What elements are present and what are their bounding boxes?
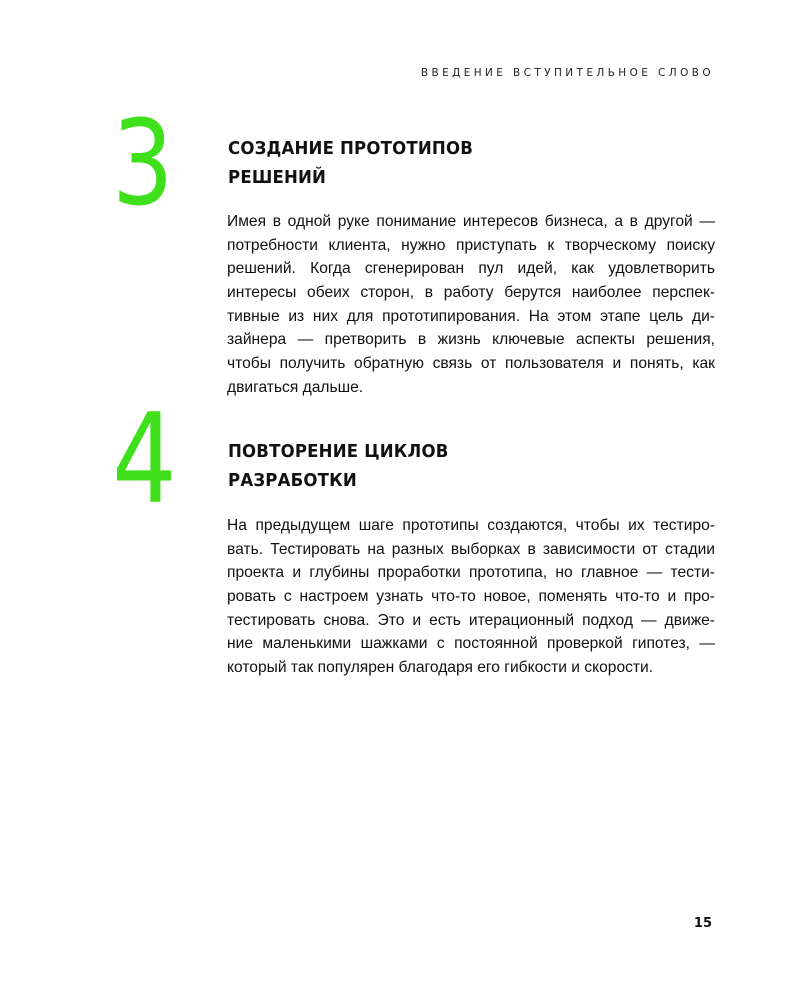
section-title-line: СОЗДАНИЕ ПРОТОТИПОВ — [228, 138, 474, 159]
section-title — [228, 437, 596, 495]
body-line: который так популярен благодаря его гибкости и скорости. — [227, 659, 654, 677]
section-title — [228, 134, 596, 192]
section-title-line: РЕШЕНИЙ — [228, 167, 327, 188]
body-line: ровать с настроем узнать что-то новое, поменять что-то и про- — [227, 588, 715, 606]
body-line: тивные из них для прототипирования. На этом этапе цель ди- — [227, 307, 715, 325]
section-body — [227, 514, 715, 680]
section-number: 3 — [112, 94, 174, 232]
body-line: зайнера — претворить в жизнь ключевые аспекты решения, — [227, 331, 715, 349]
body-line: ние маленькими шажками с постоянной проверкой гипотез, — — [227, 635, 715, 653]
running-head: ВВЕДЕНИЕ ВСТУПИТЕЛЬНОЕ СЛОВО — [420, 67, 714, 79]
body-line: проекта и глубины проработки прототипа, но главное — тести- — [227, 564, 715, 582]
body-line: решений. Когда сгенерирован пул идей, как удовлетворить — [227, 260, 715, 278]
page-number: 15 — [693, 916, 712, 931]
section-number: 4 — [112, 388, 177, 532]
body-line: вать. Тестировать на разных выборках в зависимости от стадии — [227, 540, 715, 558]
body-line: тестировать снова. Это и есть итерационный подход — движе- — [227, 611, 715, 629]
section-body — [227, 210, 715, 400]
body-line: Имея в одной руке понимание интересов бизнеса, а в другой — — [227, 213, 715, 230]
body-line: чтобы получить обратную связь от пользователя и понять, как — [227, 355, 715, 373]
body-line: потребности клиента, нужно приступать к творческому поиску — [227, 236, 715, 254]
body-line: интересы обеих сторон, в работу берутся наиболее перспек- — [227, 284, 715, 302]
body-line: На предыдущем шаге прототипы создаются, чтобы их тестиро- — [227, 517, 715, 534]
section-title-line: РАЗРАБОТКИ — [228, 470, 357, 491]
section-title-line: ПОВТОРЕНИЕ ЦИКЛОВ — [228, 441, 449, 462]
body-line: двигаться дальше. — [227, 378, 364, 396]
